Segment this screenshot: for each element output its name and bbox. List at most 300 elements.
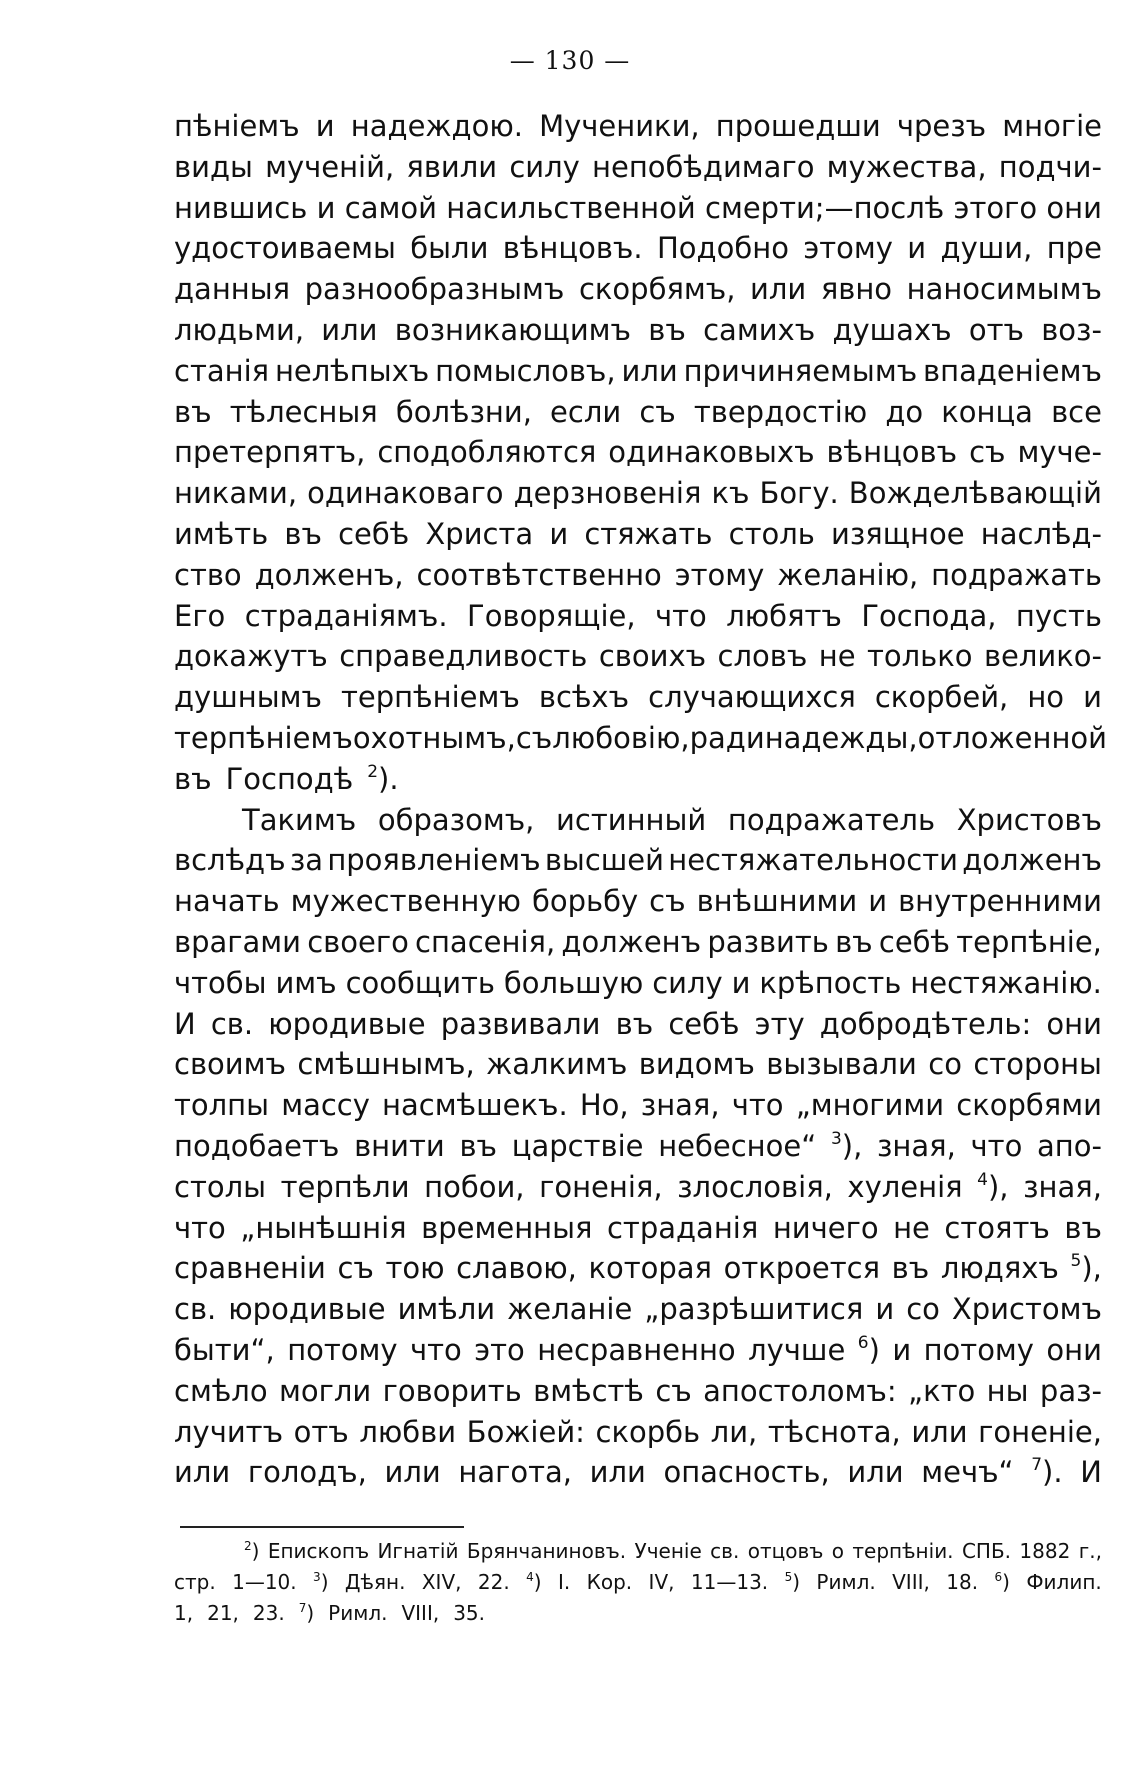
text-line: [174, 1167, 1102, 1208]
word: развивали: [440, 1006, 601, 1041]
word: или: [174, 1455, 231, 1490]
word: самихъ: [703, 312, 816, 347]
text-line: [174, 759, 1102, 800]
word: Говорящіе,: [467, 598, 636, 633]
text-line: [174, 677, 1102, 718]
word: самой: [344, 190, 437, 225]
word: „разрѣшитися: [644, 1292, 864, 1327]
word: несравненно: [537, 1332, 736, 1367]
word: лучше: [748, 1332, 846, 1367]
word: $^4$): [526, 1570, 542, 1594]
word: царствіе: [511, 1128, 644, 1163]
word: сравненіи: [174, 1251, 326, 1286]
word: подражатель: [727, 802, 936, 837]
word: долженъ: [561, 924, 702, 959]
word: виды: [174, 149, 253, 184]
word: въ: [174, 761, 212, 796]
word: зная,: [640, 1088, 720, 1123]
word: крѣпость: [759, 965, 902, 1000]
word: ство: [174, 557, 242, 592]
word: $^4$),: [977, 1169, 1009, 1204]
text-line: [174, 310, 1102, 351]
word: „нынѣшнія: [240, 1210, 407, 1245]
word: апостоломъ:: [703, 1373, 897, 1408]
word: не: [818, 639, 856, 674]
word: или: [621, 353, 678, 388]
footnote-line: [174, 1536, 1102, 1567]
word: которая: [588, 1251, 713, 1286]
word: $^2$): [244, 1539, 260, 1563]
word: Филип.: [1026, 1570, 1102, 1594]
word: 1,: [174, 1601, 194, 1625]
word: побои,: [424, 1169, 525, 1204]
word: врагами: [174, 924, 302, 959]
word: долженъ: [962, 843, 1102, 878]
word: стороны: [973, 1047, 1102, 1082]
word: терпѣніе,: [956, 924, 1102, 959]
word: скорбями: [956, 1088, 1102, 1123]
word: явно: [820, 272, 893, 307]
word: $^6$): [994, 1570, 1010, 1594]
word: людяхъ: [940, 1251, 1059, 1286]
word: никами,: [174, 476, 298, 511]
text-line: [174, 188, 1102, 229]
word: проявленіемъ: [327, 843, 541, 878]
word: стр.: [174, 1570, 216, 1594]
word: своихъ: [598, 639, 707, 674]
word: справедливость: [339, 639, 588, 674]
word: VIII,: [892, 1570, 930, 1594]
word: хуленія: [847, 1169, 963, 1204]
word: нестяжанію.: [910, 965, 1102, 1000]
text-line: [174, 392, 1102, 433]
word: сподобляются: [377, 435, 597, 470]
word: что: [410, 1332, 462, 1367]
word: терпѣніемъ: [341, 680, 520, 715]
word: въ: [615, 1006, 654, 1041]
text-line: [174, 596, 1102, 637]
word: И: [1080, 1455, 1102, 1490]
word: $^2$).: [367, 761, 399, 796]
word: Мученики,: [539, 109, 700, 143]
word: любви: [359, 1414, 457, 1449]
word: И: [174, 1006, 196, 1041]
word: отложенной: [917, 720, 1108, 755]
word: мученій,: [265, 149, 395, 184]
word: раз-: [1039, 1373, 1102, 1408]
word: 11—13.: [690, 1570, 769, 1594]
word: зная,: [1023, 1169, 1102, 1204]
word: не: [893, 1210, 930, 1245]
text-line: [174, 351, 1102, 392]
word: нагота,: [458, 1455, 572, 1490]
word: вмѣстѣ: [533, 1373, 644, 1408]
word: злословія,: [677, 1169, 833, 1204]
text-line: [174, 473, 1102, 514]
word: и: [1083, 680, 1102, 715]
word: но: [1027, 680, 1065, 715]
word: и: [907, 231, 927, 266]
word: смерти;—послѣ: [705, 190, 945, 225]
word: желаніе: [507, 1292, 633, 1327]
word: съ: [655, 1373, 692, 1408]
word: внѣшними: [696, 884, 858, 919]
word: пре: [1046, 231, 1102, 266]
word: твердостію: [693, 394, 868, 429]
word: нелѣпыхъ: [274, 353, 430, 388]
word: смѣло: [174, 1373, 268, 1408]
word: себѣ: [338, 516, 410, 551]
word: развить: [707, 924, 829, 959]
text-line: [174, 514, 1102, 555]
word: съ: [639, 394, 676, 429]
word: они: [1046, 190, 1102, 225]
word: своимъ: [174, 1047, 286, 1082]
word: долженъ,: [254, 557, 404, 592]
word: скорбямъ,: [578, 272, 736, 307]
word: вслѣдъ: [174, 843, 286, 878]
word: все: [1051, 394, 1102, 429]
text-line: [174, 555, 1102, 596]
word: и: [868, 884, 888, 919]
word: гоненія,: [539, 1169, 663, 1204]
word: себѣ: [668, 1006, 740, 1041]
word: г.,: [1078, 1539, 1102, 1563]
footnote-line: [174, 1598, 1102, 1629]
word: въ: [1064, 1210, 1102, 1245]
word: разнообразнымъ: [304, 272, 565, 307]
word: себѣ: [878, 924, 951, 959]
word: своего: [307, 924, 409, 959]
text-line: [174, 718, 1108, 759]
word: жалкимъ: [486, 1047, 628, 1082]
word: I.: [557, 1570, 571, 1594]
word: мужества,: [826, 149, 987, 184]
word: прошедши: [715, 109, 881, 143]
word: истинный: [556, 802, 707, 837]
word: СПБ.: [961, 1539, 1012, 1563]
word: юродивые: [268, 1006, 426, 1041]
word: опасность,: [663, 1455, 830, 1490]
text-line: [174, 1452, 1102, 1493]
word: это: [474, 1332, 525, 1367]
word: апо-: [1037, 1128, 1102, 1163]
word: силу: [652, 965, 723, 1000]
word: высшей: [544, 843, 664, 878]
word: мечъ“: [921, 1455, 1014, 1490]
word: души,: [940, 231, 1033, 266]
word: столь: [728, 516, 815, 551]
word: Но,: [579, 1088, 629, 1123]
word: юродивые: [228, 1292, 386, 1327]
word: терпѣніемъ: [174, 720, 353, 755]
word: данныя: [174, 272, 291, 307]
text-line: [174, 1004, 1102, 1045]
word: и: [549, 516, 569, 551]
text-line: [174, 269, 1102, 310]
text-line: [174, 922, 1102, 963]
word: многіе: [1002, 109, 1102, 143]
word: быти“,: [174, 1332, 275, 1367]
word: Подобно: [657, 231, 789, 266]
word: 1—10.: [232, 1570, 297, 1594]
word: пѣніемъ: [174, 109, 300, 143]
word: Вожделѣвающій: [848, 476, 1102, 511]
word: скорбей,: [874, 680, 1009, 715]
word: что: [174, 1210, 226, 1245]
footnotes: [174, 1536, 1102, 1629]
word: отъ: [293, 1414, 349, 1449]
word: что: [970, 1128, 1023, 1163]
word: были: [410, 231, 489, 266]
word: начать: [174, 884, 280, 919]
word: Господа,: [861, 598, 997, 633]
word: лучитъ: [174, 1414, 284, 1449]
word: болѣзни,: [395, 394, 532, 429]
word: только: [867, 639, 973, 674]
word: съ: [969, 435, 1006, 470]
word: наслѣд-: [980, 516, 1102, 551]
word: имъ: [275, 965, 337, 1000]
word: VIII,: [401, 1601, 440, 1625]
word: удостоиваемы: [174, 231, 396, 266]
text-line: [174, 1330, 1102, 1371]
word: непобѣдимаго: [592, 149, 815, 184]
word: конца: [941, 394, 1033, 429]
word: въ: [891, 1251, 930, 1286]
text-line: [174, 881, 1102, 922]
word: нестяжательности: [668, 843, 958, 878]
word: изящное: [831, 516, 965, 551]
word: вѣнцовъ.: [502, 231, 643, 266]
word: внити: [354, 1128, 445, 1163]
word: Кор.: [586, 1570, 633, 1594]
word: въ: [459, 1128, 498, 1163]
word: Римл.: [816, 1570, 876, 1594]
word: возникающимъ: [394, 312, 632, 347]
word: съ: [649, 884, 686, 919]
word: Христомъ: [951, 1292, 1102, 1327]
text-line: [174, 1412, 1102, 1453]
word: 21,: [207, 1601, 239, 1625]
word: 1882: [1019, 1539, 1071, 1563]
word: св.: [174, 1292, 217, 1327]
word: до: [885, 394, 924, 429]
word: къ: [711, 476, 750, 511]
word: терпѣли: [280, 1169, 410, 1204]
word: $^5$),: [1070, 1251, 1102, 1286]
word: что: [655, 598, 707, 633]
word: стоятъ: [944, 1210, 1050, 1245]
word: „многими: [795, 1088, 945, 1123]
word: со: [906, 1292, 940, 1327]
word: спасенія,: [415, 924, 556, 959]
word: св.: [710, 1539, 740, 1563]
word: добродѣтель:: [819, 1006, 1032, 1041]
word: гоненіе,: [978, 1414, 1102, 1449]
word: чтобы: [174, 965, 267, 1000]
word: Богу.: [759, 476, 839, 511]
word: страданіямъ.: [244, 598, 448, 633]
word: душахъ: [832, 312, 952, 347]
word: этому: [674, 557, 765, 592]
word: душнымъ: [174, 680, 322, 715]
word: случающихся: [648, 680, 856, 715]
word: образомъ,: [377, 802, 535, 837]
word: въ: [648, 312, 686, 347]
word: 23.: [252, 1601, 285, 1625]
word: въ: [835, 924, 873, 959]
word: причиняемымъ: [683, 353, 918, 388]
word: что: [731, 1088, 784, 1123]
word: временныя: [421, 1210, 593, 1245]
word: 35.: [453, 1601, 486, 1625]
word: Христа: [425, 516, 534, 551]
word: $^7$): [298, 1601, 315, 1625]
word: IV,: [648, 1570, 675, 1594]
word: столы: [174, 1169, 267, 1204]
word: Его: [174, 598, 226, 633]
text-line: [174, 1371, 1102, 1412]
word: подобаетъ: [174, 1128, 340, 1163]
word: ради: [689, 720, 765, 755]
word: подражать: [931, 557, 1102, 592]
word: ли,: [710, 1414, 758, 1449]
word: имѣли: [397, 1292, 496, 1327]
word: говорить: [382, 1373, 522, 1408]
word: за: [289, 843, 324, 878]
word: этого: [953, 190, 1038, 225]
text-line: [174, 1126, 1102, 1167]
word: любовію,: [552, 720, 690, 755]
word: внутренними: [898, 884, 1102, 919]
word: большую: [503, 965, 644, 1000]
word: и: [892, 1332, 912, 1367]
word: подчи-: [998, 149, 1102, 184]
word: насмѣшекъ.: [382, 1088, 568, 1123]
word: эту: [754, 1006, 805, 1041]
word: Ученіе: [634, 1539, 702, 1563]
text-line: [174, 147, 1102, 188]
word: тѣснота,: [767, 1414, 901, 1449]
word: страданія: [606, 1210, 759, 1245]
word: любятъ: [726, 598, 842, 633]
text-line: [174, 1289, 1102, 1330]
word: вызывали: [766, 1047, 917, 1082]
word: терпѣніи.: [852, 1539, 954, 1563]
text-line: [174, 1085, 1102, 1126]
word: стяжать: [584, 516, 713, 551]
word: XIV,: [421, 1570, 462, 1594]
word: $^6$): [857, 1332, 880, 1367]
word: голодъ,: [247, 1455, 367, 1490]
word: отцовъ: [747, 1539, 824, 1563]
footnote-line: [174, 1567, 1102, 1598]
word: тѣлесныя: [229, 394, 378, 429]
word: надежды,: [764, 720, 918, 755]
word: имѣть: [174, 516, 269, 551]
text-line: [174, 1248, 1102, 1289]
word: сообщить: [345, 965, 496, 1000]
main-text: [174, 106, 1108, 1493]
word: если: [550, 394, 622, 429]
word: или: [384, 1455, 441, 1490]
word: помысловъ,: [435, 353, 616, 388]
word: скорбь: [595, 1414, 701, 1449]
word: Такимъ: [242, 802, 357, 837]
word: со: [928, 1047, 962, 1082]
word: смѣшнымъ,: [297, 1047, 475, 1082]
word: „кто: [908, 1373, 976, 1408]
word: вѣнцовъ: [826, 435, 958, 470]
word: дерзновенія: [513, 476, 702, 511]
word: могли: [279, 1373, 372, 1408]
word: явили: [406, 149, 498, 184]
word: борьбу: [531, 884, 639, 919]
word: славою,: [456, 1251, 577, 1286]
word: откроется: [723, 1251, 881, 1286]
word: съ: [515, 720, 553, 755]
word: зная,: [877, 1128, 956, 1163]
word: докажутъ: [174, 639, 328, 674]
text-line: [174, 106, 1102, 147]
word: словъ: [717, 639, 808, 674]
word: одинаковыхъ: [608, 435, 815, 470]
word: и: [316, 190, 336, 225]
footnote-divider: [180, 1526, 464, 1528]
word: въ: [174, 394, 212, 429]
word: $^3$),: [830, 1128, 863, 1163]
page-number: — 130 —: [509, 46, 631, 75]
word: нившись: [174, 190, 308, 225]
word: людьми,: [174, 312, 305, 347]
word: Христовъ: [956, 802, 1102, 837]
word: массу: [281, 1088, 370, 1123]
word: 18.: [946, 1570, 979, 1594]
word: толпы: [174, 1088, 270, 1123]
word: ны: [986, 1373, 1029, 1408]
word: станія: [174, 353, 270, 388]
word: Брянчаниновъ.: [466, 1539, 627, 1563]
word: небесное“: [658, 1128, 817, 1163]
word: Божіей:: [466, 1414, 585, 1449]
word: и: [315, 109, 335, 143]
word: потому: [287, 1332, 398, 1367]
word: воз-: [1041, 312, 1102, 347]
word: претерпятъ,: [174, 435, 366, 470]
word: видомъ: [638, 1047, 755, 1082]
word: или: [847, 1455, 904, 1490]
word: всѣхъ: [538, 680, 630, 715]
word: или: [750, 272, 807, 307]
word: они: [1046, 1006, 1102, 1041]
word: $^5$): [784, 1570, 801, 1594]
word: этому: [803, 231, 893, 266]
word: или: [911, 1414, 968, 1449]
word: желанію,: [777, 557, 919, 592]
word: $^7$).: [1031, 1455, 1063, 1490]
text-line: [174, 1208, 1102, 1249]
word: отъ: [968, 312, 1024, 347]
text-line: [174, 800, 1102, 841]
word: соотвѣтственно: [416, 557, 662, 592]
word: впаденіемъ: [923, 353, 1102, 388]
word: они: [1046, 1332, 1102, 1367]
word: съ: [337, 1251, 374, 1286]
word: одинаковаго: [307, 476, 504, 511]
word: надеждою.: [350, 109, 523, 143]
word: 22.: [477, 1570, 510, 1594]
